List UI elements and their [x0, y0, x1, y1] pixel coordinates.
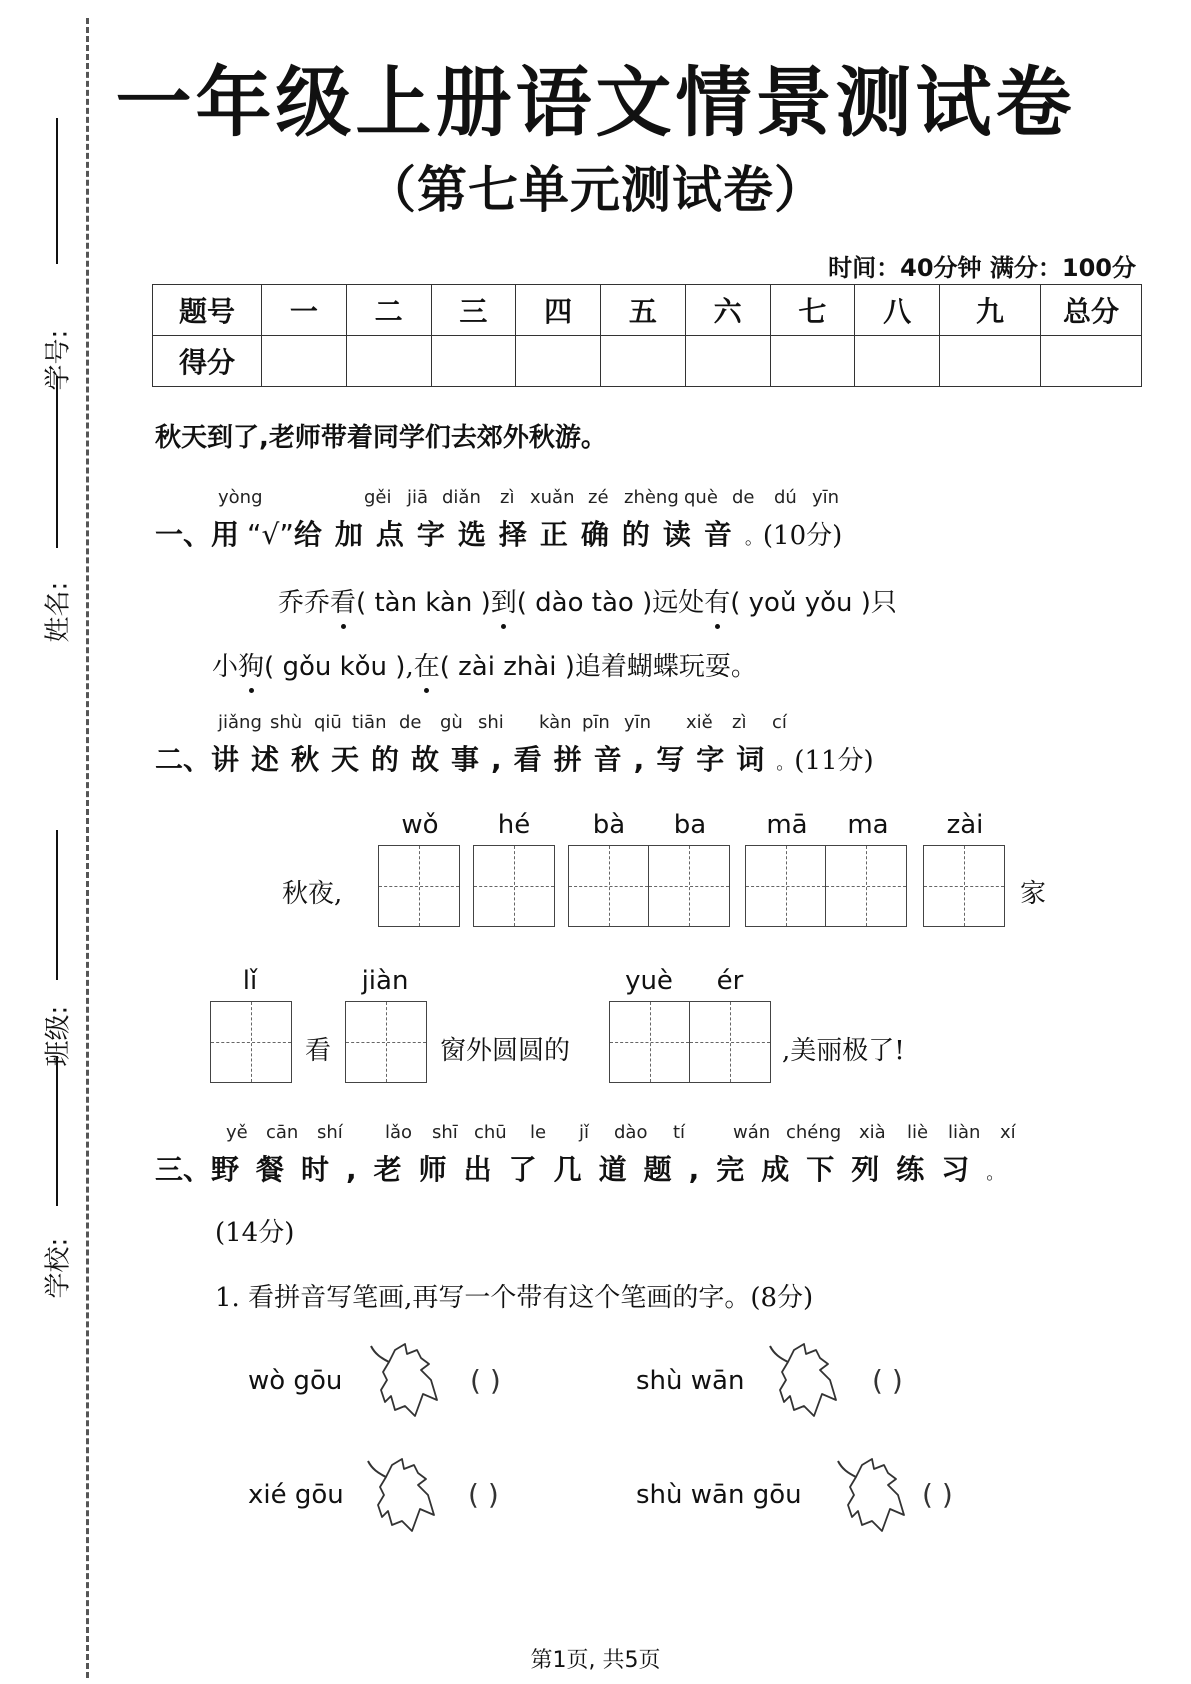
class-label: 班级: [43, 1005, 74, 1067]
pinyin: tiān [352, 712, 387, 733]
page-number: 第1页, 共5页 [530, 1648, 661, 1673]
dotted-character: 到 [491, 582, 517, 619]
pinyin: yīn [624, 712, 652, 733]
section3-heading [155, 1148, 1004, 1188]
pinyin: shí [317, 1122, 343, 1143]
box-pinyin: mā [766, 810, 808, 840]
leaf-icon[interactable] [832, 1455, 912, 1535]
section-score: (10分) [762, 521, 843, 551]
pinyin: lǎo [385, 1122, 413, 1143]
score-table-col: 一 [262, 285, 347, 336]
section-score: (11分) [794, 746, 874, 776]
section1-heading [155, 513, 842, 553]
leaf-icon[interactable] [764, 1340, 844, 1420]
text: 只 [870, 588, 897, 618]
text: , [405, 652, 414, 682]
answer-blank[interactable]: ( ) [468, 1478, 499, 1511]
writing-box-group[interactable] [609, 1001, 771, 1083]
answer-blank[interactable]: ( ) [922, 1478, 953, 1511]
pinyin: xuǎn [530, 487, 575, 508]
leaf-icon[interactable] [365, 1340, 445, 1420]
pinyin: shi [478, 712, 504, 733]
page-subtitle: （第七单元测试卷） [366, 161, 825, 219]
pinyin: shù [270, 712, 303, 733]
writing-box[interactable] [610, 1002, 690, 1082]
row2-text: ,美丽极了! [782, 1036, 905, 1066]
pinyin: chū [474, 1122, 507, 1143]
reading-options[interactable]: ( dào tào ) [516, 588, 653, 618]
name-label: 姓名: [43, 581, 74, 643]
box-pinyin: jiàn [361, 966, 409, 996]
reading-options[interactable]: ( zài zhài ) [439, 652, 575, 682]
box-pinyin: bà [592, 810, 626, 840]
section-title: 用 [211, 518, 248, 551]
dotted-character: 在 [414, 646, 440, 683]
writing-box[interactable] [746, 846, 826, 926]
score-cell[interactable] [431, 336, 516, 387]
time-info: 时间：40分钟 满分：100分 [828, 254, 1136, 282]
writing-box-group[interactable] [923, 845, 1005, 927]
score-table [152, 284, 1142, 387]
leaf-icon[interactable] [362, 1455, 442, 1535]
box-pinyin: wǒ [401, 810, 439, 840]
score-table-col: 八 [855, 285, 940, 336]
answer-blank[interactable]: ( ) [470, 1364, 501, 1397]
pinyin: dú [774, 487, 797, 508]
pinyin: zé [588, 487, 609, 508]
pinyin: le [530, 1122, 547, 1143]
score-cell[interactable] [685, 336, 770, 387]
period: 。 [986, 1163, 1005, 1184]
text: 远处 [652, 588, 705, 618]
pinyin: shī [432, 1122, 458, 1143]
pinyin: xiě [686, 712, 713, 733]
check-mark-symbol: “√” [247, 518, 294, 551]
section-title: 野餐时,老师出了几道题,完成下列练习 [211, 1153, 987, 1186]
section1-line1 [278, 582, 897, 619]
pinyin: gù [440, 712, 463, 733]
writing-box-group[interactable] [745, 845, 907, 927]
score-table-row-header: 题号 [153, 285, 262, 336]
class-line[interactable] [56, 830, 58, 980]
period: 。 [744, 528, 763, 549]
stroke-label: xié gōu [248, 1480, 344, 1510]
pinyin: kàn [539, 712, 572, 733]
writing-box[interactable] [379, 846, 459, 926]
section-number: 二、 [155, 743, 212, 776]
dotted-character: 看 [330, 582, 356, 619]
answer-blank[interactable]: ( ) [872, 1364, 903, 1397]
pinyin: jiā [407, 487, 429, 508]
student-id-label: 学号: [43, 329, 74, 391]
score-table-score-row [153, 336, 1142, 387]
page-title: 一年级上册语文情景测试卷 [115, 58, 1076, 147]
pinyin: xí [1000, 1122, 1016, 1143]
section1-pinyin [0, 487, 1191, 509]
score-table-col: 六 [685, 285, 770, 336]
reading-options[interactable]: ( gǒu kǒu ) [264, 652, 406, 682]
pinyin: cān [266, 1122, 299, 1143]
writing-box[interactable] [826, 846, 906, 926]
pinyin: jǐ [579, 1122, 590, 1143]
stroke-label: shù wān [636, 1366, 745, 1396]
score-table-col-total: 总分 [1041, 285, 1142, 336]
score-table-col: 二 [346, 285, 431, 336]
score-table-col: 四 [516, 285, 601, 336]
writing-box[interactable] [346, 1002, 426, 1082]
score-cell[interactable] [940, 336, 1041, 387]
text: 乔乔 [278, 588, 331, 618]
writing-box[interactable] [690, 1002, 770, 1082]
box-pinyin: ba [673, 810, 707, 840]
pinyin: diǎn [442, 487, 481, 508]
score-cell[interactable] [855, 336, 940, 387]
score-cell[interactable] [516, 336, 601, 387]
score-table-col: 七 [770, 285, 855, 336]
pinyin: qiū [314, 712, 342, 733]
box-pinyin: yuè [625, 966, 673, 996]
writing-box-group[interactable] [473, 845, 555, 927]
reading-options[interactable]: ( yoǔ yǒu ) [730, 588, 871, 618]
writing-box[interactable] [924, 846, 1004, 926]
writing-box-group[interactable] [568, 845, 730, 927]
section2-pinyin [0, 712, 1191, 734]
pinyin: pīn [582, 712, 610, 733]
section1-line2 [212, 646, 757, 683]
box-pinyin: ma [847, 810, 889, 840]
writing-box-group[interactable] [378, 845, 460, 927]
school-label: 学校: [43, 1237, 74, 1299]
pinyin: wán [733, 1122, 771, 1143]
pinyin: què [684, 487, 718, 508]
section-title: 讲述秋天的故事,看拼音,写字词 [211, 743, 777, 776]
section3-q1-prompt: 1. 看拼音写笔画,再写一个带有这个笔画的字。(8分) [215, 1283, 814, 1313]
box-pinyin: hé [497, 810, 531, 840]
score-table-col: 三 [431, 285, 516, 336]
box-pinyin: zài [946, 810, 984, 840]
stroke-label: wò gōu [248, 1366, 343, 1396]
pinyin: gěi [364, 487, 392, 508]
score-table-col: 五 [601, 285, 686, 336]
pinyin: chéng [786, 1122, 842, 1143]
pinyin: zì [732, 712, 747, 733]
pinyin: de [399, 712, 422, 733]
writing-box[interactable] [569, 846, 649, 926]
writing-box[interactable] [211, 1002, 291, 1082]
pinyin: tí [673, 1122, 686, 1143]
score-table-header-row [153, 285, 1142, 336]
pinyin: zì [500, 487, 515, 508]
score-cell[interactable] [770, 336, 855, 387]
score-table-row-score-label: 得分 [153, 336, 262, 387]
pinyin: zhèng [624, 487, 679, 508]
section-title: 给加点字选择正确的读音 [293, 518, 745, 551]
pinyin: yòng [218, 487, 263, 508]
score-cell-total[interactable] [1041, 336, 1142, 387]
score-table-col: 九 [940, 285, 1041, 336]
stroke-label: shù wān gōu [636, 1480, 802, 1510]
score-cell[interactable] [346, 336, 431, 387]
pinyin: yīn [812, 487, 840, 508]
score-cell[interactable] [262, 336, 347, 387]
binding-dashed-line [86, 18, 89, 1678]
row1-suffix: 家 [1020, 879, 1047, 909]
box-pinyin: ér [716, 966, 744, 996]
row2-text: 看 [305, 1036, 332, 1066]
section-number: 一、 [155, 518, 212, 551]
pinyin: yě [226, 1122, 248, 1143]
pinyin: cí [772, 712, 787, 733]
box-pinyin: lǐ [242, 966, 258, 996]
writing-box-group[interactable] [210, 1001, 292, 1083]
pinyin: de [732, 487, 755, 508]
dotted-character: 有 [704, 582, 730, 619]
intro-text: 秋天到了,老师带着同学们去郊外秋游。 [155, 423, 607, 453]
writing-box[interactable] [474, 846, 554, 926]
section2-heading [155, 738, 874, 778]
period: 。 [776, 753, 795, 774]
section3-pinyin [0, 1122, 1191, 1144]
writing-box-group[interactable] [345, 1001, 427, 1083]
writing-box[interactable] [649, 846, 729, 926]
score-cell[interactable] [601, 336, 686, 387]
pinyin: liè [907, 1122, 929, 1143]
pinyin: xià [859, 1122, 886, 1143]
pinyin: jiǎng [218, 712, 262, 733]
row1-prefix: 秋夜, [282, 879, 343, 909]
row2-text: 窗外圆圆的 [440, 1036, 571, 1066]
section3-score: (14分) [215, 1218, 295, 1248]
text: 小 [212, 652, 239, 682]
pinyin: liàn [948, 1122, 981, 1143]
name-line[interactable] [56, 376, 58, 548]
dotted-character: 狗 [238, 646, 264, 683]
text: 追着蝴蝶玩耍。 [574, 652, 757, 682]
section-number: 三、 [155, 1153, 212, 1186]
reading-options[interactable]: ( tàn kàn ) [356, 588, 491, 618]
pinyin: dào [614, 1122, 648, 1143]
